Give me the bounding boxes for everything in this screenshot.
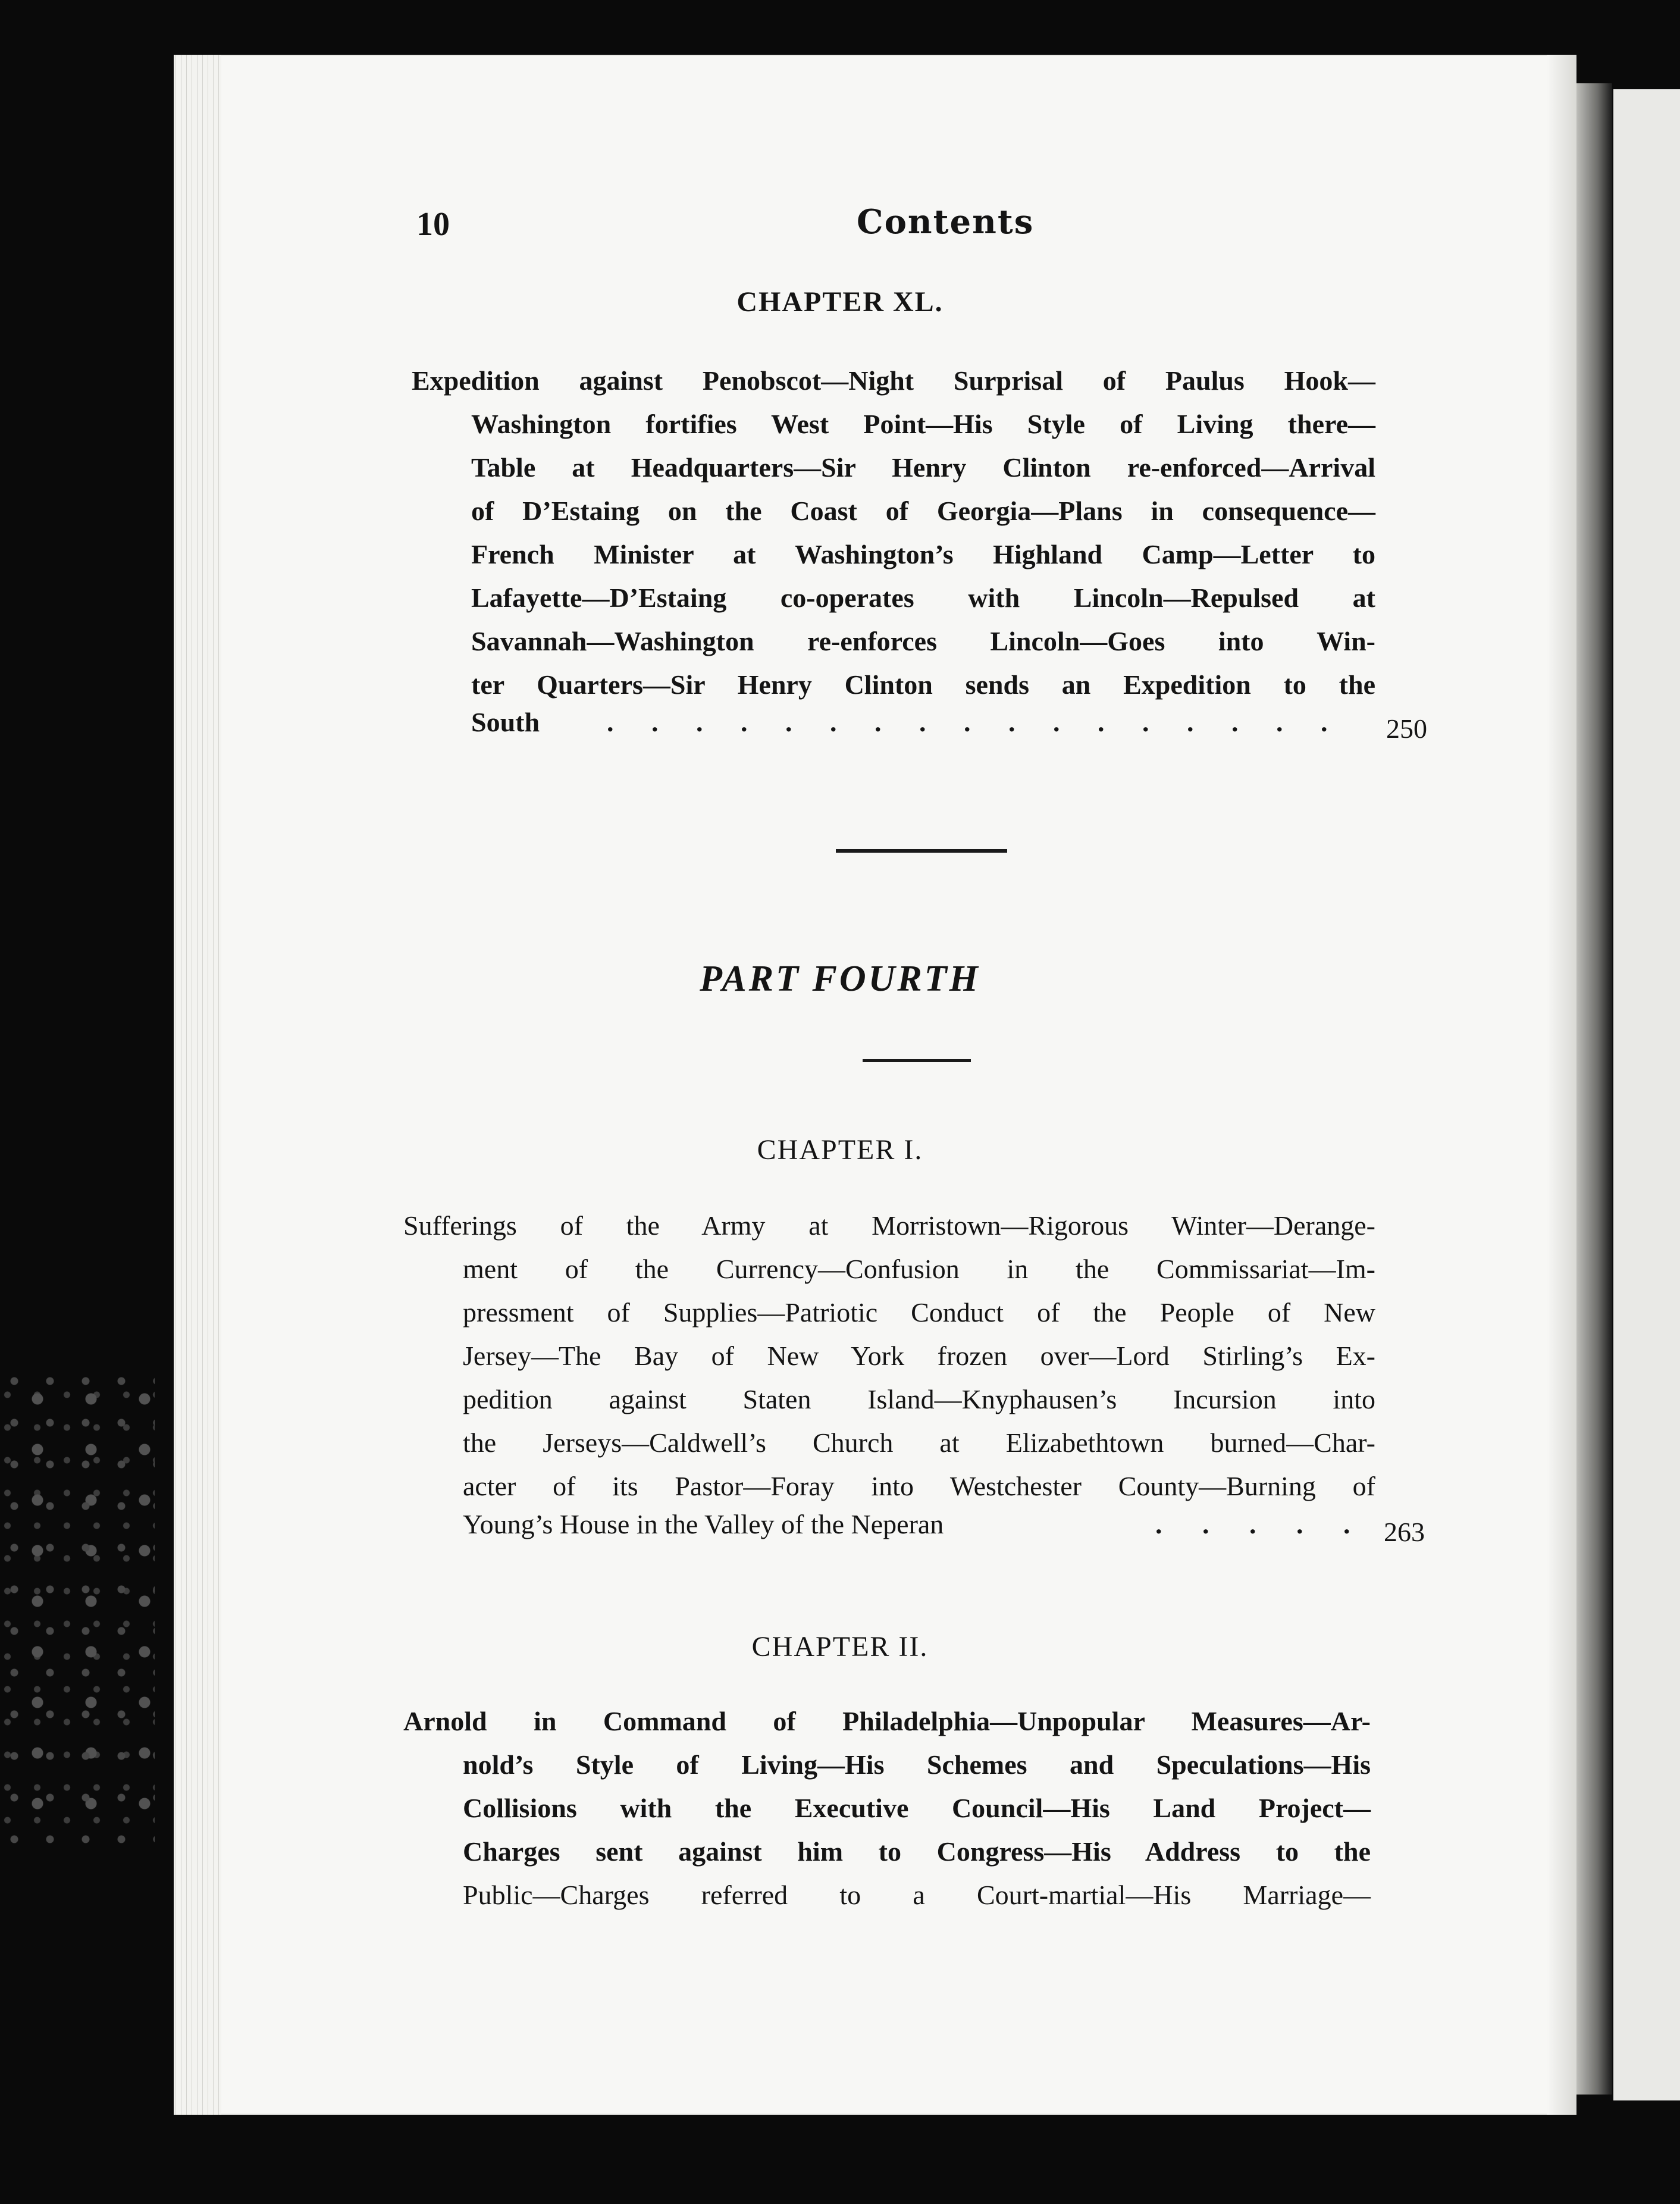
chapter-ii-line: nold’s Style of Living—His Schemes and Speculations—His [463, 1749, 1371, 1780]
chapter-i-line: Jersey—The Bay of New York frozen over—Lord Stirling’s Ex- [463, 1341, 1375, 1371]
adjacent-page [1613, 89, 1680, 2100]
chapter-i-line: ment of the Currency—Confusion in the Commissariat—Im- [463, 1254, 1375, 1284]
chapter-xl-line: ter Quarters—Sir Henry Clinton sends an Expedition to the [471, 669, 1375, 700]
chapter-xl-line: Lafayette—D’Estaing co-operates with Lincoln—Repulsed at [471, 583, 1375, 613]
chapter-i-line: Sufferings of the Army at Morristown—Rigorous Winter—Derange- [403, 1210, 1375, 1241]
chapter-i-page: 263 [1384, 1517, 1425, 1547]
chapter-i-line: pressment of Supplies—Patriotic Conduct of the People of New [463, 1297, 1375, 1328]
chapter-xl-last-line [471, 706, 540, 738]
chapter-xl-line: Washington fortifies West Point—His Style of Living there— [471, 409, 1375, 439]
chapter-i-line: acter of its Pastor—Foray into Westchester County—Burning of [463, 1471, 1375, 1501]
scan-noise [0, 1369, 155, 1845]
chapter-i-leaders: . . . . . [1155, 1509, 1367, 1539]
chapter-i-summary [403, 1204, 1375, 1508]
page-gutter [174, 55, 221, 2115]
chapter-xl-line: Savannah—Washington re-enforces Lincoln—Goes into Win- [471, 626, 1375, 656]
chapter-i-line: the Jerseys—Caldwell’s Church at Elizabethtown burned—Char- [463, 1427, 1375, 1458]
chapter-ii-line: Arnold in Command of Philadelphia—Unpopular Measures—Ar- [403, 1706, 1371, 1736]
chapter-xl-final-words: South [471, 707, 540, 737]
chapter-xl-line: French Minister at Washington’s Highland Camp—Letter to [471, 539, 1375, 569]
part-title: PART FOURTH [700, 959, 980, 999]
page-edge-shadow [1547, 55, 1576, 2115]
chapter-xl-page: 250 [1386, 713, 1427, 744]
chapter-i-line: pedition against Staten Island—Knyphausen’s Incursion into [463, 1384, 1375, 1414]
chapter-xl-line: Expedition against Penobscot—Night Surprisal of Paulus Hook— [412, 365, 1375, 396]
chapter-ii-line: Public—Charges referred to a Court-martial—His Marriage— [463, 1880, 1371, 1910]
chapter-i-last-line: Young’s House in the Valley of the Neperan [463, 1509, 944, 1539]
page-number: 10 [416, 206, 450, 243]
chapter-ii-line: Charges sent against him to Congress—His Address to the [463, 1836, 1371, 1867]
chapter-xl-heading: CHAPTER XL. [736, 286, 944, 318]
chapter-i-heading: CHAPTER I. [757, 1134, 923, 1166]
chapter-ii-line: Collisions with the Executive Council—His Land Project— [463, 1793, 1371, 1823]
part-divider [863, 1059, 971, 1062]
chapter-xl-line: Table at Headquarters—Sir Henry Clinton re-enforced—Arrival [471, 452, 1375, 483]
section-divider [836, 849, 1007, 853]
running-title: Contents [857, 202, 1035, 242]
chapter-xl-summary [412, 359, 1375, 706]
chapter-ii-summary [403, 1699, 1371, 1917]
chapter-xl-line: of D’Estaing on the Coast of Georgia—Plans in consequence— [471, 496, 1375, 526]
chapter-ii-heading: CHAPTER II. [751, 1631, 929, 1663]
book-edge [1576, 83, 1612, 2095]
chapter-xl-leaders: . . . . . . . . . . . . . . . . . [607, 707, 1343, 737]
